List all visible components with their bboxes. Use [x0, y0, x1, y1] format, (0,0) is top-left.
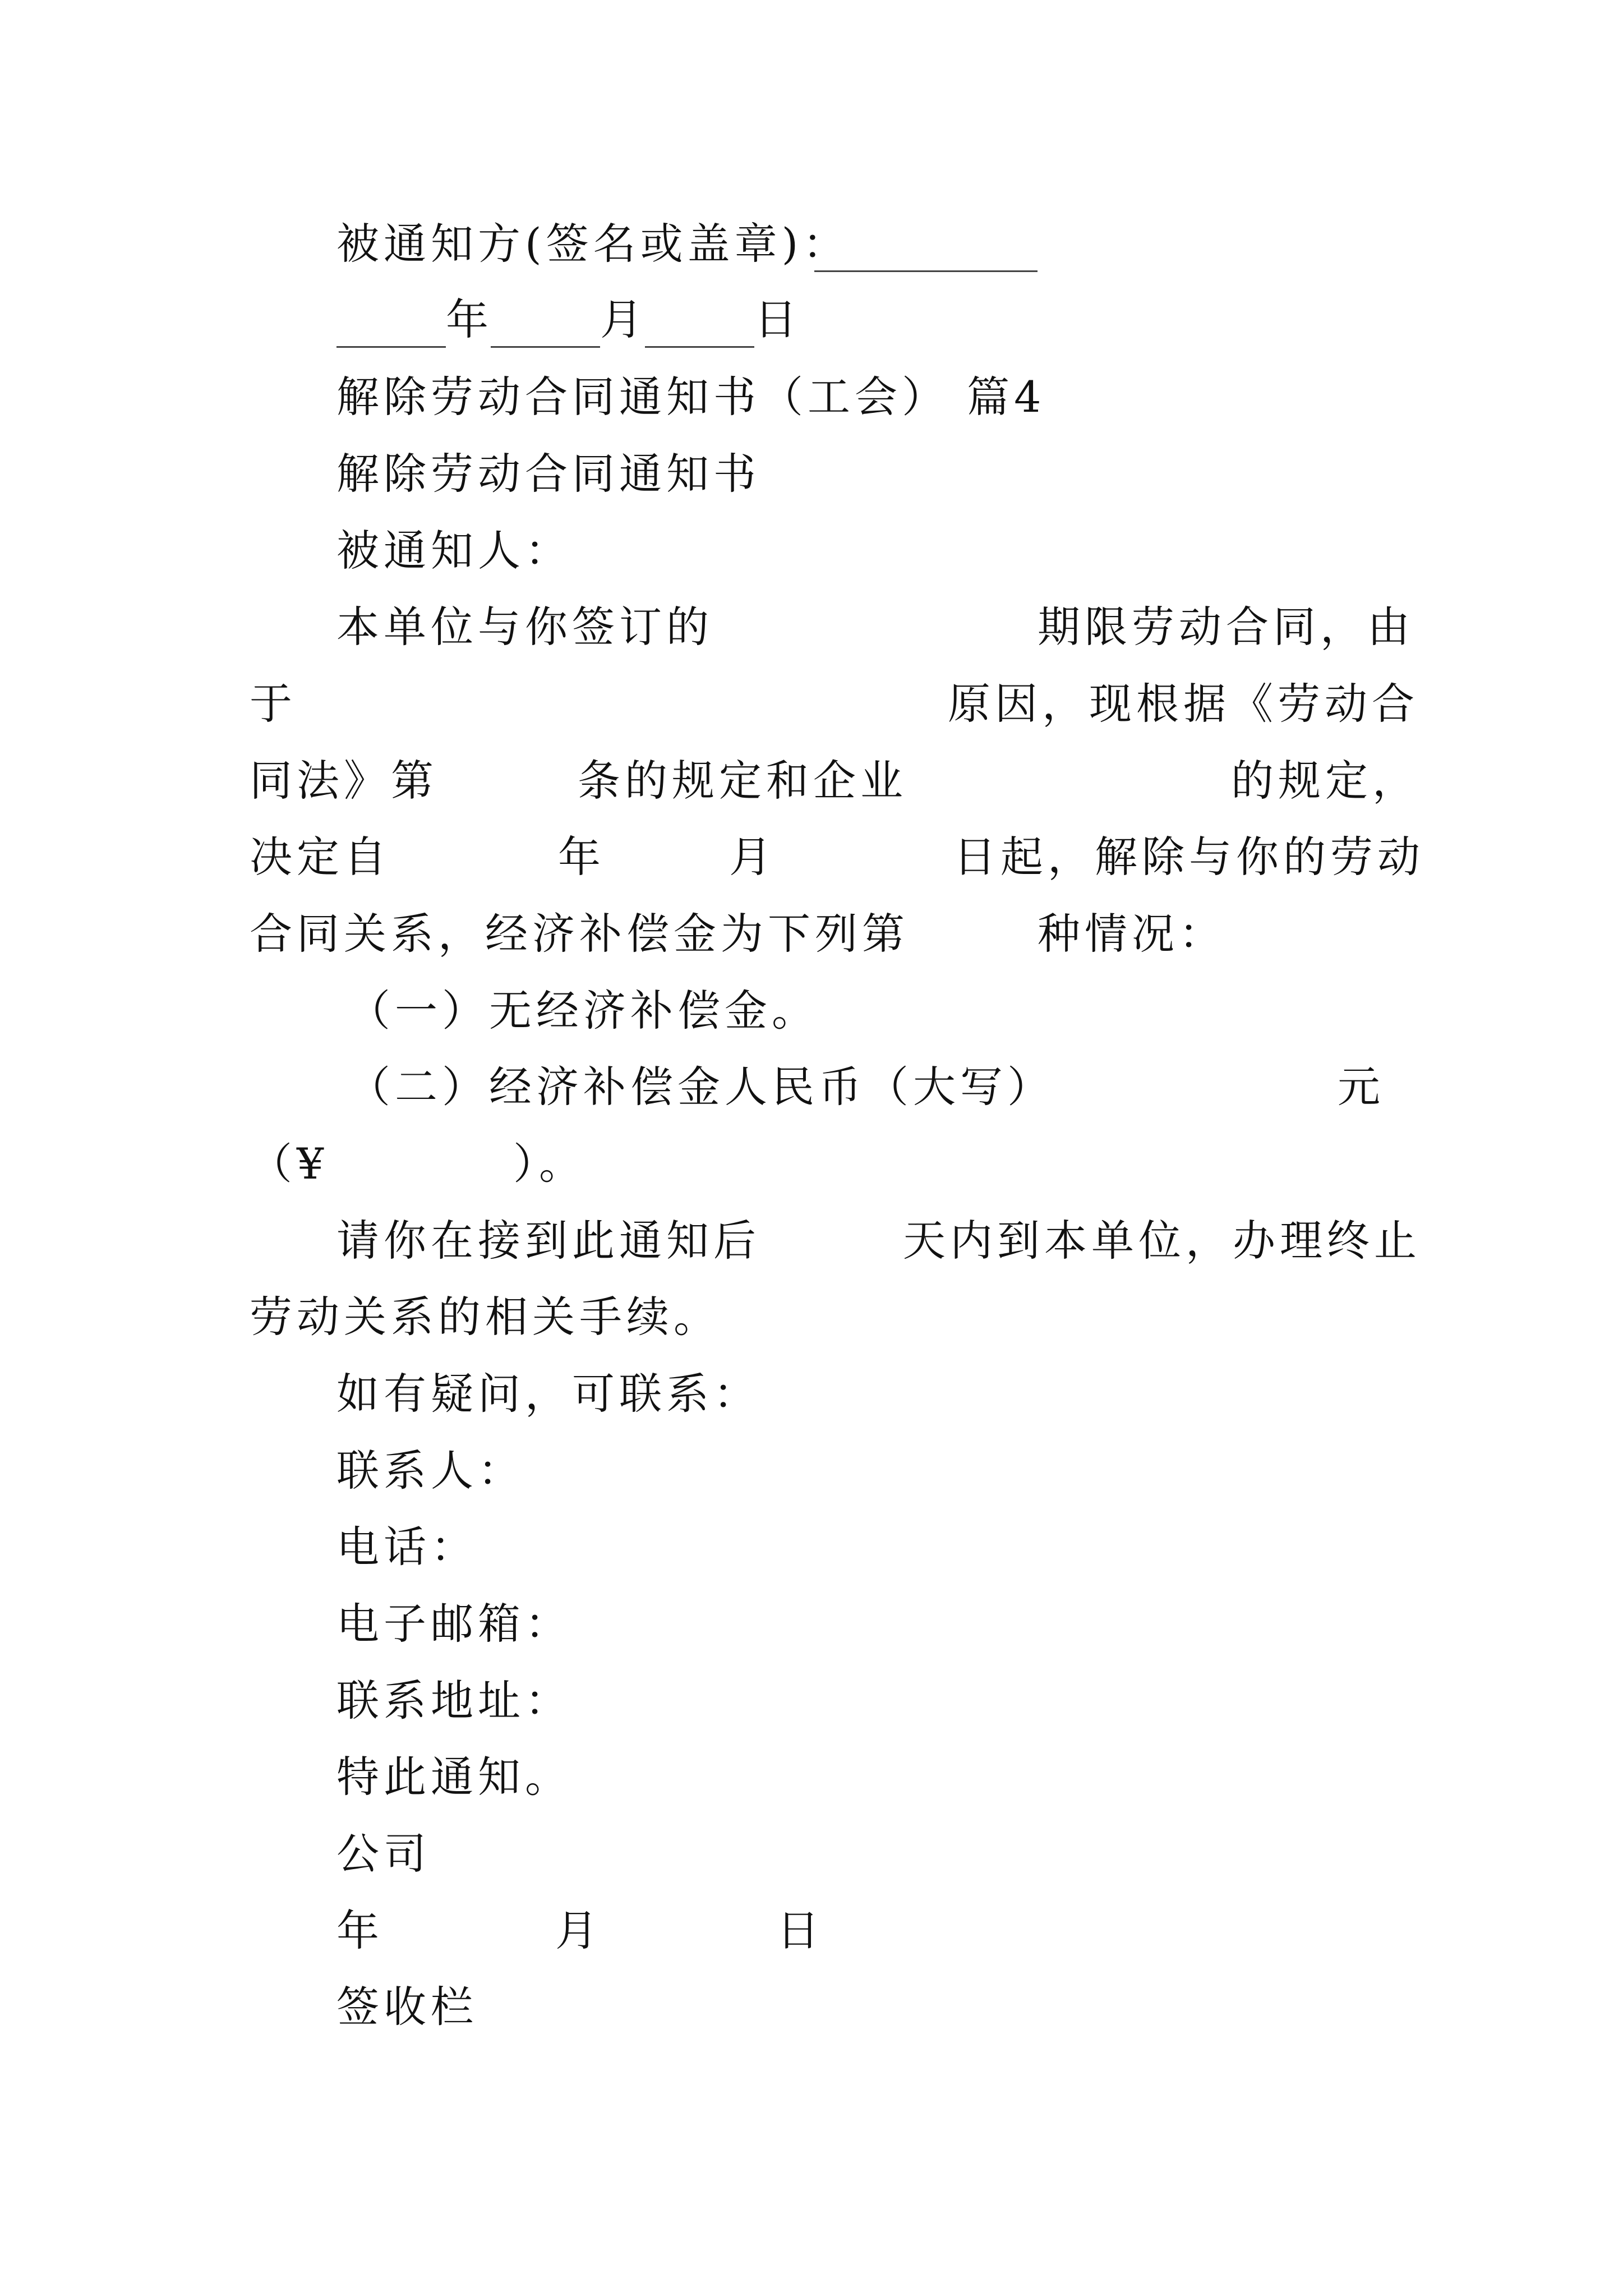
day-blank: [645, 292, 754, 348]
section-heading: 解除劳动合同通知书（工会） 篇4: [336, 372, 1046, 422]
para1-line2: 于 原因，现根据《劳动合: [250, 679, 1419, 729]
signature-blank: [814, 216, 1038, 272]
option-2-line2: （¥ ）。: [250, 1139, 586, 1189]
para1-line1: 本单位与你签订的 期限劳动合同，由: [336, 602, 1414, 652]
option-1: （一）无经济补偿金。: [348, 986, 819, 1036]
para1-line5: 合同关系，经济补偿金为下列第 种情况：: [250, 909, 1226, 959]
para1-line4: 决定自 年 月 日起，解除与你的劳动: [250, 832, 1424, 882]
para2-line2: 劳动关系的相关手续。: [250, 1292, 721, 1342]
recipient-line: 被通知人：: [336, 526, 572, 576]
receipt-line: 签收栏: [336, 1982, 478, 2032]
para2-line1: 请你在接到此通知后 天内到本单位，办理终止: [336, 1216, 1421, 1266]
contact-email: 电子邮箱：: [336, 1599, 572, 1649]
day-label: 日: [754, 295, 801, 344]
year-label: 年: [446, 295, 493, 344]
signature-date-line: 年 月 日: [336, 1906, 824, 1955]
company-line: 公司: [336, 1829, 431, 1879]
para1-line3: 同法》第 条的规定和企业 的规定，: [250, 756, 1419, 806]
date-line: [0, 292, 1623, 348]
contact-person: 联系人：: [336, 1446, 525, 1496]
doc-title: 解除劳动合同通知书: [336, 449, 760, 499]
contact-address: 联系地址：: [336, 1676, 572, 1726]
closing-line: 特此通知。: [336, 1752, 572, 1802]
contact-phone: 电话：: [336, 1522, 478, 1572]
contact-intro: 如有疑问，可联系：: [336, 1369, 760, 1419]
month-blank: [491, 292, 600, 348]
option-2-line1: （二）经济补偿金人民币（大写） 元: [348, 1062, 1385, 1112]
month-label: 月: [600, 295, 647, 344]
year-blank: [336, 292, 446, 348]
notified-sign-label: 被通知方(签名或盖章)：: [336, 219, 850, 269]
notified-sign-line: [0, 216, 1623, 272]
